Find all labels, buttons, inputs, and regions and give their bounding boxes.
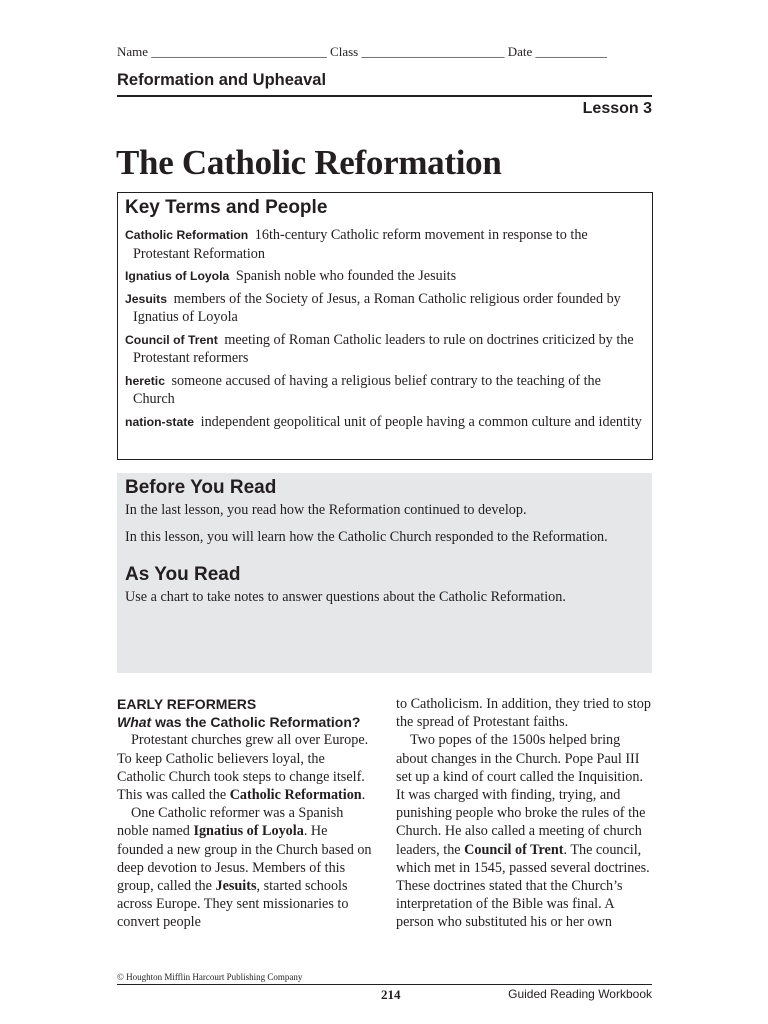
key-term-definition: members of the Society of Jesus, a Roman Catholic religious order founded by Ignatius of Loyola [133,290,621,325]
before-you-read-paragraph: In the last lesson, you read how the Reformation continued to develop. [125,502,527,518]
before-you-read-heading: Before You Read [125,477,277,498]
as-you-read-paragraph: Use a chart to take notes to answer questions about the Catholic Reformation. [125,589,566,605]
term-highlight: Catholic Reformation [229,787,362,804]
key-term-definition: someone accused of having a religious belief contrary to the teaching of the Church [133,372,601,407]
paragraph-text: Protestant churches grew all over Europe. To keep Catholic believers loyal, the Catholic Church took steps to change itself. This was called the [117,732,369,804]
page-number: 214 [381,987,401,1002]
paragraph-text: . The council, which met in 1545, passed several doctrines. These doctrines stated that the Church’s interpretation of the Bible was final. A person who substituted his or her own [396,841,650,931]
paragraph-continued: to Catholicism. In addition, they tried to stop the spread of Protestant faiths. [396,696,651,731]
key-terms-heading: Key Terms and People [125,197,328,218]
paragraph-text: Two popes of the 1500s helped bring about changes in the Church. Pope Paul III set up a kind of court called the Inquisition. It was charged with finding, trying, and punishing people who broke the rules of the Church. He also called a meeting of church leaders, the [396,732,646,858]
key-term: heretic [125,373,165,388]
header-divider [117,95,652,97]
name-class-date-line: Name ___________________________ Class ______________________ Date ___________ [117,44,608,59]
paragraph [117,731,375,804]
paragraph-text: , started schools across Europe. They sent missionaries to convert people [117,878,349,931]
paragraph-text: . He founded a new group in the Church based on deep devotion to Jesus. Members of this group, called the [117,823,372,895]
question-lead: What [117,714,152,731]
key-term-entry [125,267,644,286]
key-term-definition: independent geopolitical unit of people having a common culture and identity [200,413,642,430]
key-term-entry [125,331,644,368]
reading-guide-box [117,473,652,673]
question-text: was the Catholic Reformation? [151,714,361,731]
copyright: © Houghton Mifflin Harcourt Publishing Company [117,972,303,982]
lesson-number: Lesson 3 [582,100,652,117]
key-term-entry [125,290,644,327]
key-term-entry [125,372,644,409]
body-text [117,695,652,955]
key-term: nation-state [125,414,195,429]
paragraph [117,804,375,931]
key-term-entry [125,226,644,263]
key-term-definition: meeting of Roman Catholic leaders to rule on doctrines criticized by the Protestant reformers [133,331,634,366]
paragraph [396,731,654,931]
key-term-definition: 16th-century Catholic reform movement in response to the Protestant Reformation [133,227,588,262]
term-highlight: Council of Trent [464,841,564,858]
section-question [117,713,375,731]
key-term: Jesuits [125,291,168,306]
key-term: Council of Trent [125,332,218,347]
section-heading: EARLY REFORMERS [117,696,257,712]
workbook-title: Guided Reading Workbook [508,987,652,1001]
unit-title: Reformation and Upheaval [117,71,327,89]
text-column-right [396,695,654,932]
term-highlight: Ignatius of Loyola [193,823,304,840]
paragraph-text: One Catholic reformer was a Spanish noble named [117,805,344,840]
before-you-read-paragraph: In this lesson, you will learn how the Catholic Church responded to the Reformation. [125,528,608,545]
term-highlight: Jesuits [215,878,257,895]
key-terms-box [117,192,653,460]
paragraph-text: . [361,787,366,804]
footer-divider [117,984,652,985]
as-you-read-heading: As You Read [125,564,241,585]
text-column-left [117,695,375,932]
page-title: The Catholic Reformation [116,143,502,182]
key-term: Catholic Reformation [125,228,249,242]
key-term: Ignatius of Loyola [125,269,230,283]
key-term-entry [125,413,644,432]
key-term-definition: Spanish noble who founded the Jesuits [235,268,457,284]
